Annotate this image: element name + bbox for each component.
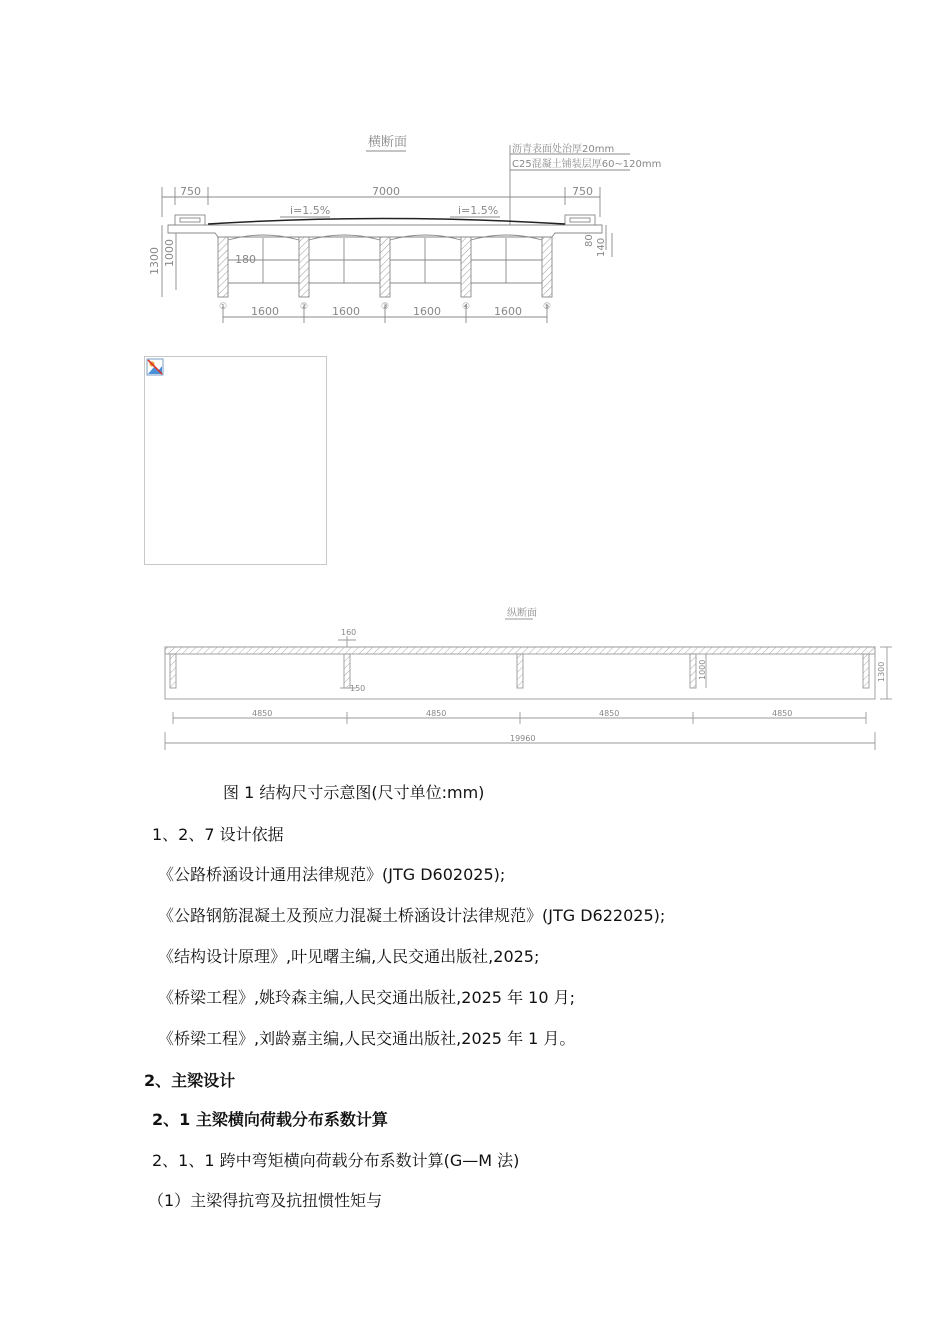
spacing-label: 1600 [251, 305, 279, 318]
beam-label: ③ [381, 302, 390, 312]
figure-caption: 图 1 结构尺寸示意图(尺寸单位:mm) [223, 783, 485, 802]
long-section-title: 纵断面 [507, 608, 537, 619]
dim-160: 160 [341, 628, 357, 637]
span-label: 4850 [772, 709, 793, 718]
list-item-inertia: （1）主梁得抗弯及抗扭惯性矩与 [148, 1191, 383, 1210]
dim-140: 140 [596, 237, 607, 257]
dim-1300-long: 1300 [877, 661, 886, 682]
missing-image-placeholder [144, 356, 327, 565]
slope-left: i=1.5% [290, 204, 331, 217]
beam-label: ② [300, 302, 309, 312]
span-label: 4850 [599, 709, 620, 718]
dim-150: 150 [350, 684, 366, 693]
dim-1000-long: 1000 [698, 659, 707, 680]
dim-1000: 1000 [163, 239, 176, 267]
section-heading-127: 1、2、7 设计依据 [152, 825, 284, 844]
reference-item: 《桥梁工程》,刘龄嘉主编,人民交通出版社,2025 年 1 月。 [158, 1029, 576, 1048]
dim-mid: 7000 [372, 185, 400, 198]
cross-section-title: 横断面 [368, 135, 408, 150]
dim-80: 80 [584, 234, 595, 247]
broken-image-icon [146, 358, 164, 376]
reference-item: 《桥梁工程》,姚玲森主编,人民交通出版社,2025 年 10 月; [158, 988, 575, 1007]
span-label: 4850 [426, 709, 447, 718]
reference-item: 《结构设计原理》,叶见曙主编,人民交通出版社,2025; [158, 947, 540, 966]
reference-item: 《公路钢筋混凝土及预应力混凝土桥涵设计法律规范》(JTG D622025); [158, 906, 666, 925]
dim-left: 750 [180, 185, 201, 198]
dim-180: 180 [235, 253, 256, 266]
dim-1300: 1300 [148, 247, 161, 275]
dim-right: 750 [572, 185, 593, 198]
reference-item: 《公路桥涵设计通用法律规范》(JTG D602025); [158, 865, 506, 884]
span-label: 4850 [252, 709, 273, 718]
note-paving: C25混凝土铺装层厚60~120mm [512, 159, 662, 170]
beam-label: ⑤ [543, 302, 552, 312]
heading-gm-method: 2、1、1 跨中弯矩横向荷载分布系数计算(G—M 法) [152, 1151, 520, 1170]
longitudinal-section-drawing [160, 598, 895, 753]
note-surface: 沥青表面处治厚20mm [512, 144, 615, 155]
spacing-label: 1600 [494, 305, 522, 318]
slope-right: i=1.5% [458, 204, 499, 217]
beam-label: ④ [462, 302, 471, 312]
total-length: 19960 [510, 734, 536, 743]
cross-section-drawing [140, 125, 662, 330]
heading-load-distribution: 2、1 主梁横向荷载分布系数计算 [152, 1110, 388, 1129]
spacing-label: 1600 [332, 305, 360, 318]
spacing-label: 1600 [413, 305, 441, 318]
heading-main-beam-design: 2、主梁设计 [144, 1071, 236, 1090]
beam-label: ① [219, 302, 228, 312]
